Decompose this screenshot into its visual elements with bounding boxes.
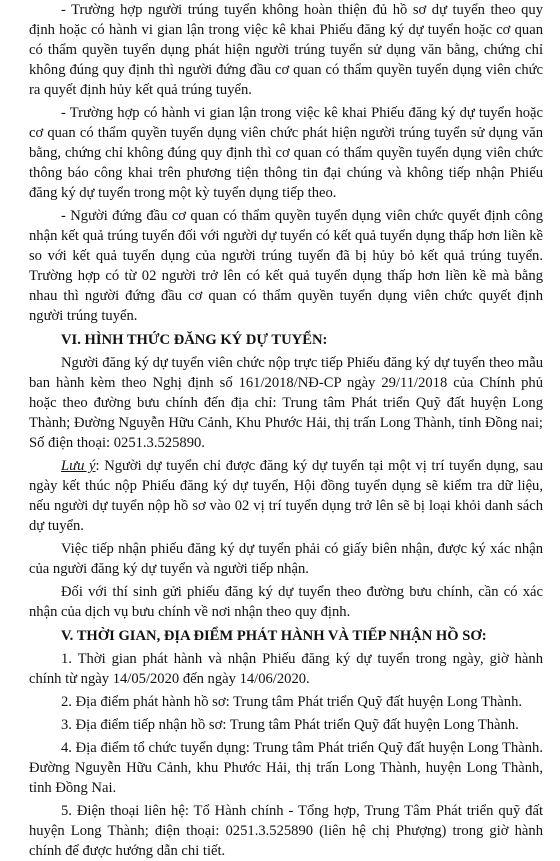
paragraph-postal: Đối với thí sinh gửi phiếu đăng ký dự tuyển theo đường bưu chính, cần có xác nhận của dịch vụ bưu chính về nơi nhận theo quy định. [29, 584, 543, 620]
section-heading-registration: VI. HÌNH THỨC ĐĂNG KÝ DỰ TUYỂN: [61, 332, 328, 348]
paragraph-cancel-result: - Trường hợp người trúng tuyển không hoàn thiện đủ hồ sơ dự tuyển theo quy định hoặc có hành vi gian lận trong việc kê khai Phiếu đăng ký dự tuyển hoặc cơ quan có thẩm quyền tuyển dụng phát hiện người trúng tuyển sử dụng văn bằng, chứng chỉ không đúng quy định thì người đứng đầu cơ quan có thẩm quyền tuyển dụng viên chức ra quyết định hủy kết quả trúng tuyển. [29, 2, 543, 98]
note-label: Lưu ý [61, 458, 96, 474]
list-item-time: 1. Thời gian phát hành và nhận Phiếu đăng ký dự tuyển trong ngày, giờ hành chính từ ngày 14/05/2020 đến ngày 14/06/2020. [29, 651, 543, 687]
section-heading-schedule: V. THỜI GIAN, ĐỊA ĐIỂM PHÁT HÀNH VÀ TIẾP NHẬN HỒ SƠ: [61, 628, 487, 644]
note-text: : Người dự tuyển chỉ được đăng ký dự tuyển tại một vị trí tuyển dụng, sau ngày kết thúc nộp Phiếu đăng ký dự tuyển, Hội đồng tuyển dụng sẽ kiểm tra dữ liệu, nếu người dự tuyển nộp hồ sơ vào 02 vị trí tuyển dụng trở lên sẽ bị loại khỏi danh sách dự tuyển. [29, 458, 543, 534]
list-item-receive-location: 3. Địa điểm tiếp nhận hồ sơ: Trung tâm Phát triển Quỹ đất huyện Long Thành. [61, 717, 519, 733]
paragraph-replacement: - Người đứng đầu cơ quan có thẩm quyền tuyển dụng viên chức quyết định công nhận kết quả trúng tuyển đối với người dự tuyển có kết quả tuyển dụng thấp hơn liền kề so với kết quả tuyển dụng của người trúng tuyển đã bị hủy bỏ kết quả trúng tuyển. Trường hợp có từ 02 người trở lên có kết quả tuyển dụng thấp hơn liền kề mà bằng nhau thì người đứng đầu cơ quan có thẩm quyền tuyển dụng viên chức quyết định người trúng tuyển. [29, 208, 543, 324]
paragraph-fraud-notice: - Trường hợp có hành vi gian lận trong việc kê khai Phiếu đăng ký dự tuyển hoặc cơ quan có thẩm quyền tuyển dụng viên chức phát hiện người trúng tuyển sử dụng văn bằng, chứng chỉ không đúng quy định thì cơ quan có thẩm quyền tuyển dụng viên chức thông báo công khai trên phương tiện thông tin đại chúng và không tiếp nhận Phiếu đăng ký dự tuyển trong một kỳ tuyển dụng tiếp theo. [29, 105, 543, 201]
paragraph-registration-method: Người đăng ký dự tuyển viên chức nộp trực tiếp Phiếu đăng ký dự tuyển theo mẫu ban hành kèm theo Nghị định số 161/2018/NĐ-CP ngày 29/11/2018 của Chính phủ hoặc theo đường bưu chính đến địa chỉ: Trung tâm Phát triển Quỹ đất huyện Long Thành; Đường Nguyễn Hữu Cảnh, Khu Phước Hải, thị trấn Long Thành, tỉnh Đồng nai; Số điện thoại: 0251.3.525890. [29, 355, 543, 451]
paragraph-receipt: Việc tiếp nhận phiếu đăng ký dự tuyển phải có giấy biên nhận, được ký xác nhận của người đăng ký dự tuyển và người tiếp nhận. [29, 541, 543, 577]
list-item-contact: 5. Điện thoại liên hệ: Tổ Hành chính - Tổng hợp, Trung Tâm Phát triển quỹ đất huyện Long Thành; điện thoại: 0251.3.525890 (liên hệ chị Phượng) trong giờ hành chính để được hướng dẫn chi tiết. [29, 803, 543, 859]
list-item-issue-location: 2. Địa điểm phát hành hồ sơ: Trung tâm Phát triển Quỹ đất huyện Long Thành. [61, 694, 523, 710]
paragraph-note [29, 456, 543, 536]
list-item-exam-location: 4. Địa điểm tổ chức tuyển dụng: Trung tâm Phát triển Quỹ đất huyện Long Thành. Đường Nguyễn Hữu Cảnh, khu Phước Hải, thị trấn Long Thành, huyện Long Thành, tỉnh Đồng Nai. [29, 740, 543, 796]
